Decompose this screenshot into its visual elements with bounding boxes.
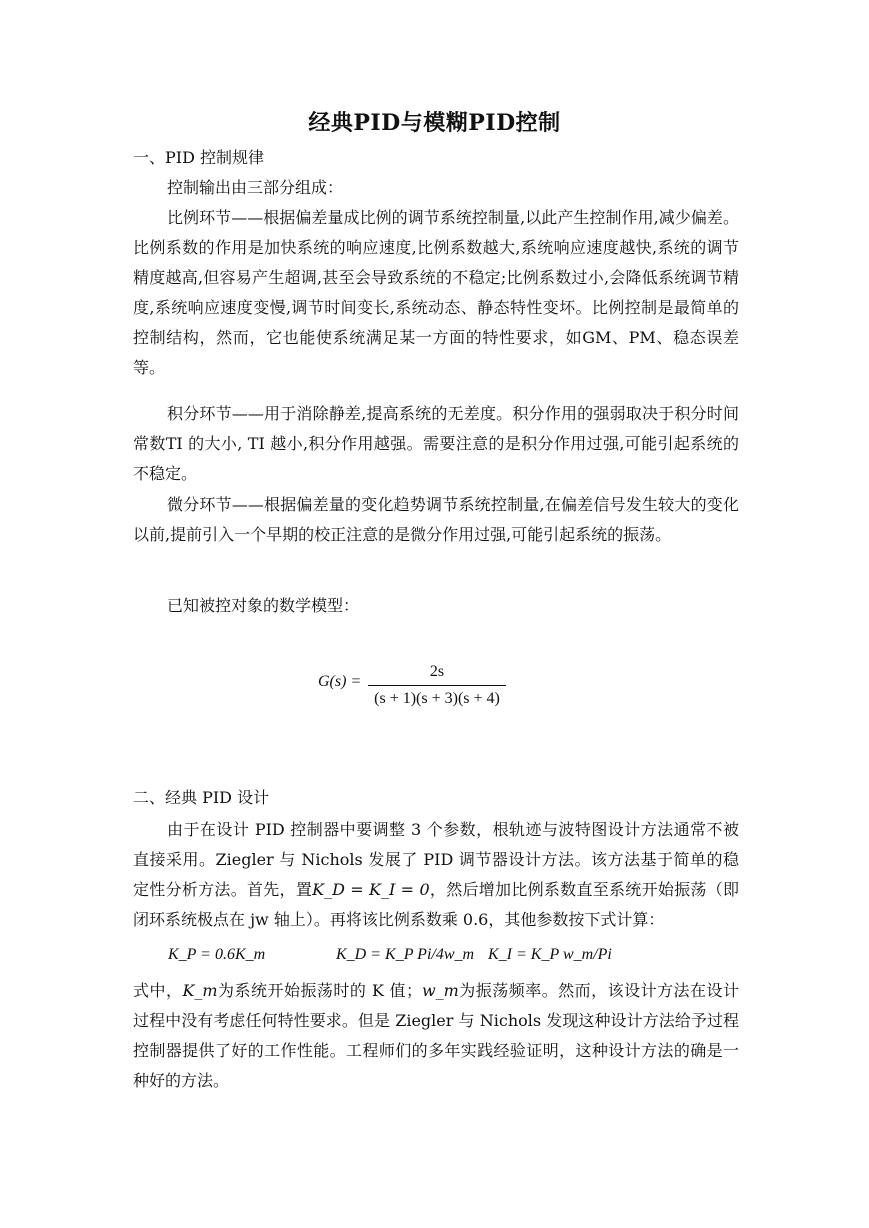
- section2-paragraph2: [133, 976, 739, 1096]
- model-intro: 已知被控对象的数学模型：: [167, 596, 360, 615]
- p1-text-b: ，然后增加比例系数直至系统开始振荡（即闭环系统极点在 jw 轴上）。再将该比例系数乘 0.6，其他参数按下式计算：: [133, 880, 739, 929]
- p2-text-c: 为振荡频率。然而，该设计方法在设计过程中没有考虑任何特性要求。但是 Ziegler 与 Nichols 发现这种设计方法给予过程控制器提供了好的工作性能。工程师们的多年实践经验证明，这种设计方法的确是一种好的方法。: [133, 981, 739, 1090]
- equation-kp: K_P = 0.6K_m: [168, 946, 266, 963]
- p2-text-a: 式中，: [133, 981, 183, 1000]
- p1-text-a: 由于在设计 PID 控制器中要调整 3 个参数，根轨迹与波特图设计方法通常不被直接采用。Ziegler 与 Nichols 发展了 PID 调节器设计方法。该方法基于简单的稳定性分析方法。首先，置: [133, 820, 739, 899]
- section1-heading: 一、PID 控制规律: [133, 148, 265, 167]
- paragraph-derivative: 微分环节——根据偏差量的变化趋势调节系统控制量,在偏差信号发生较大的变化以前,提前引入一个早期的校正注意的是微分作用过强,可能引起系统的振荡。: [133, 495, 739, 544]
- paragraph-integral: 积分环节——用于消除静差,提高系统的无差度。积分作用的强弱取决于积分时间常数TI 的大小, TI 越小,积分作用越强。需要注意的是积分作用过强,可能引起系统的不稳定。: [133, 404, 739, 483]
- formula-numerator: 2s: [429, 663, 445, 680]
- km-symbol: K_m: [182, 981, 218, 1000]
- equation-ki: K_I = K_P w_m/Pi: [488, 946, 612, 963]
- paragraph-proportional: 比例环节——根据偏差量成比例的调节系统控制量,以此产生控制作用,减少偏差。比例系数的作用是加快系统的响应速度,比例系数越大,系统响应速度越快,系统的调节精度越高,但容易产生超调,甚至会导致系统的不稳定;比例系数过小,会降低系统调节精度,系统响应速度变慢,调节时间变长,系统动态、静态特性变坏。比例控制是最简单的控制结构，然而，它也能使系统满足某一方面的特性要求，如GM、PM、稳态误差等。: [133, 208, 739, 377]
- document-title: 经典PID与模糊PID控制: [308, 110, 561, 136]
- fraction-bar: [368, 685, 506, 686]
- transfer-function-fraction: [368, 663, 506, 708]
- section1-intro: 控制输出由三部分组成：: [167, 178, 344, 197]
- section2-heading: 二、经典 PID 设计: [133, 788, 270, 807]
- p2-text-b: 为系统开始振荡时的 K 值；: [217, 981, 422, 1000]
- section2-paragraph1: [133, 815, 739, 935]
- formula-denominator: (s + 1)(s + 3)(s + 4): [374, 690, 500, 707]
- wm-symbol: w_m: [421, 981, 459, 1000]
- formula-lhs: G(s) =: [318, 673, 362, 690]
- kd-ki-zero-equation: K_D = K_I = 0: [312, 880, 430, 899]
- equation-kd: K_D = K_P Pi/4w_m: [336, 946, 475, 963]
